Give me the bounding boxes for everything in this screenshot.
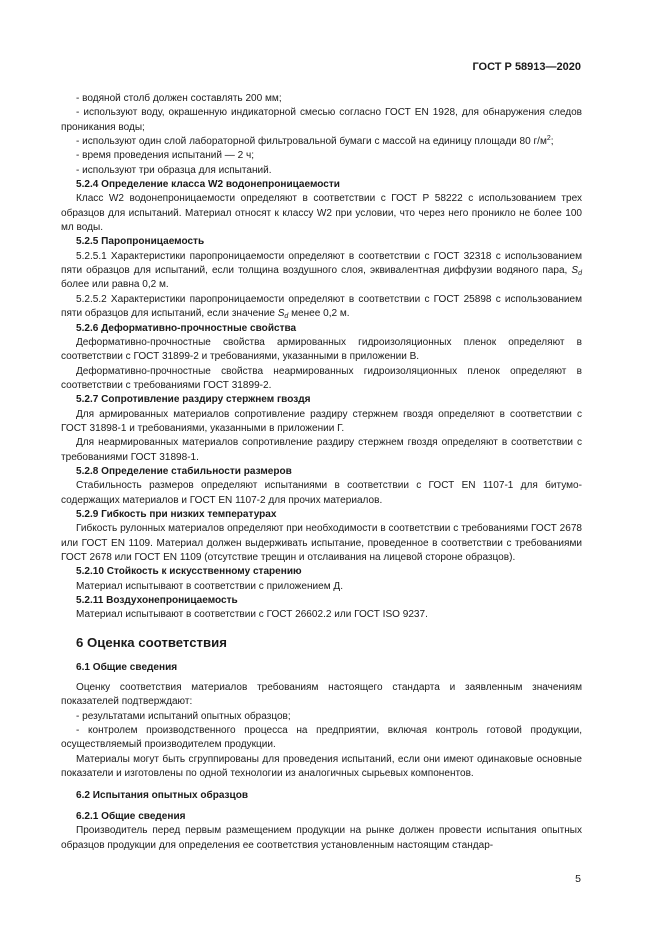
paragraph: Деформативно-прочностные свойства армированных гидроизоляционных пленок определяют в соответствии с ГОСТ 31899-2 и требованиями, указанными в приложении В. bbox=[61, 336, 582, 363]
section-heading-5-2-9: 5.2.9 Гибкость при низких температурах bbox=[76, 508, 277, 520]
paragraph: Деформативно-прочностные свойства неармированных гидроизоляционных пленок определяют в соответствии с требованиями ГОСТ 31899-2. bbox=[61, 365, 582, 391]
paragraph: Для армированных материалов сопротивление раздиру стержнем гвоздя определяют в соответствии с ГОСТ 31898-1 и требованиями, указанными в приложении Г. bbox=[61, 408, 582, 434]
paragraph: Для неармированных материалов сопротивление раздиру стержнем гвоздя определяют в соответствии с требованиями ГОСТ 31898-1. bbox=[61, 437, 582, 463]
paragraph: Материал испытывают в соответствии с ГОСТ 26602.2 или ГОСТ ISO 9237. bbox=[76, 609, 428, 621]
paragraph: 5.2.5.1 Характеристики паропроницаемости определяют в соответствии с ГОСТ 32318 с использованием пяти образцов для испытаний, если толщина воздушного слоя, эквивалентная диффузии водяного пара, $S_d$ более или равна 0,2 м. bbox=[61, 250, 582, 291]
list-item: - используют воду, окрашенную индикаторной смесью согласно ГОСТ EN 1928, для обнаружения следов проникания воды; bbox=[61, 107, 582, 133]
section-heading-6: 6 Оценка соответствия bbox=[76, 634, 227, 650]
paragraph: Материалы могут быть сгруппированы для проведения испытаний, если они имеют одинаковые основные показатели и изготовлены по одной технологии из аналогичных сырьевых компонентов. bbox=[61, 753, 582, 780]
section-heading-5-2-6: 5.2.6 Деформативно-прочностные свойства bbox=[76, 322, 297, 334]
page-number: 5 bbox=[575, 873, 581, 885]
section-heading-5-2-4: 5.2.4 Определение класса W2 водонепроницаемости bbox=[76, 179, 340, 191]
document-body bbox=[61, 92, 582, 853]
section-heading-6-2-1: 6.2.1 Общие сведения bbox=[76, 810, 186, 822]
list-item: - используют один слой лабораторной фильтровальной бумаги с массой на единицу площади 80 $г/м^2$; bbox=[76, 135, 554, 148]
section-heading-5-2-7: 5.2.7 Сопротивление раздиру стержнем гвоздя bbox=[76, 394, 311, 406]
section-heading-6-2: 6.2 Испытания опытных образцов bbox=[76, 790, 249, 802]
paragraph: Класс W2 водонепроницаемости определяют в соответствии с ГОСТ Р 58222 с использованием трех образцов для испытаний. Материал относят к классу W2 при условии, что через него проникло не более 100 мл воды. bbox=[61, 193, 582, 234]
paragraph: Стабильность размеров определяют испытаниями в соответствии с ГОСТ EN 1107-1 для битумосодержащих материалов и ГОСТ EN 1107-2 для прочих материалов. bbox=[61, 480, 582, 506]
list-item: - используют три образца для испытаний. bbox=[76, 164, 272, 176]
section-heading-5-2-10: 5.2.10 Стойкость к искусственному старению bbox=[76, 566, 302, 578]
paragraph: Оценку соответствия материалов требованиям настоящего стандарта и заявленным значениям показателей подтверждают: bbox=[61, 682, 582, 708]
section-heading-6-1: 6.1 Общие сведения bbox=[76, 661, 178, 673]
section-heading-5-2-11: 5.2.11 Воздухонепроницаемость bbox=[76, 595, 238, 607]
paragraph: Гибкость рулонных материалов определяют при необходимости в соответствии с требованиями ГОСТ 2678 или ГОСТ EN 1109. Материал должен выдерживать испытание, проведенное в соответствии с требованиями ГОСТ 2678 или ГОСТ EN 1109 (отсутствие трещин и отслаивания на лицевой стороне образцов). bbox=[61, 523, 582, 563]
list-item: - водяной столб должен составлять 200 мм; bbox=[76, 93, 282, 104]
list-item: - результатами испытаний опытных образцов; bbox=[76, 710, 291, 722]
section-heading-5-2-5: 5.2.5 Паропроницаемость bbox=[76, 236, 205, 248]
paragraph: 5.2.5.2 Характеристики паропроницаемости определяют в соответствии с ГОСТ 25898 с использованием пяти образцов для испытаний, если значение $S_d$ менее 0,2 м. bbox=[61, 293, 582, 321]
paragraph: Материал испытывают в соответствии с приложением Д. bbox=[76, 580, 344, 592]
standard-header: ГОСТ Р 58913—2020 bbox=[472, 61, 581, 73]
section-heading-5-2-8: 5.2.8 Определение стабильности размеров bbox=[76, 465, 292, 477]
list-item: - контролем производственного процесса на предприятии, включая контроль готовой продукции, осуществляемый производителем продукции. bbox=[61, 725, 582, 751]
paragraph: Производитель перед первым размещением продукции на рынке должен провести испытания опытных образцов продукции для определения ее соответствия установленным настоящим стандар- bbox=[61, 825, 582, 851]
list-item: - время проведения испытаний — 2 ч; bbox=[76, 150, 255, 162]
